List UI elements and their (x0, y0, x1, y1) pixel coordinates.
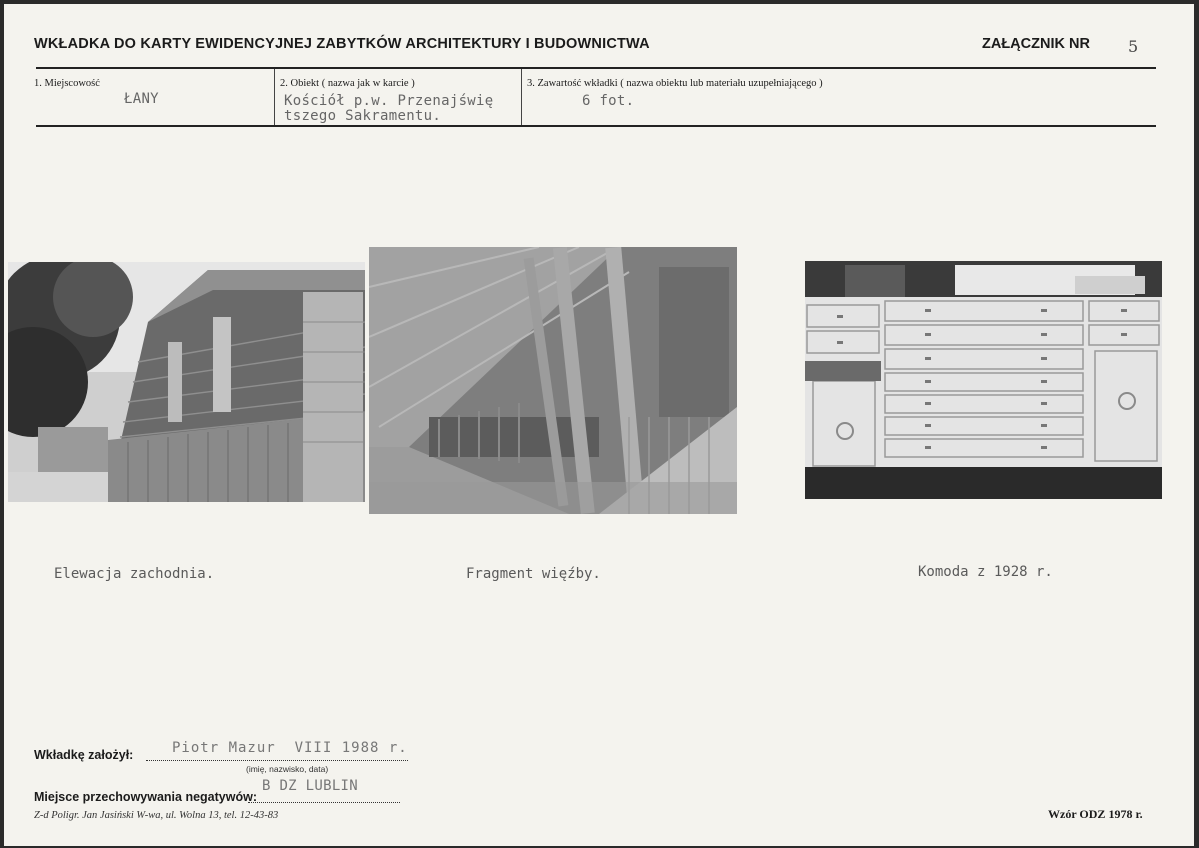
form-title: WKŁADKA DO KARTY EWIDENCYJNEJ ZABYTKÓW ARCHITEKTURY I BUDOWNICTWA (34, 36, 650, 52)
object-label: 2. Obiekt ( nazwa jak w karcie ) (280, 78, 415, 89)
object-value-line2: tszego Sakramentu. (284, 108, 442, 124)
field-divider (521, 69, 522, 125)
photo-chest-of-drawers (805, 261, 1162, 499)
photo-west-elevation (8, 262, 365, 502)
attachment-number: 5 (1128, 37, 1139, 56)
bottom-rule (36, 125, 1156, 127)
caption-photo-2: Fragment więźby. (466, 566, 601, 582)
negatives-dotline (248, 802, 400, 803)
locality-label: 1. Miejscowość (34, 78, 100, 89)
caption-photo-3: Komoda z 1928 r. (918, 564, 1053, 580)
created-by-hint: (imię, nazwisko, data) (246, 764, 329, 774)
form-model: Wzór ODZ 1978 r. (1048, 807, 1143, 821)
created-by-dotline (146, 760, 408, 761)
printer-note: Z-d Poligr. Jan Jasiński W-wa, ul. Wolna 13, tel. 12-43-83 (34, 810, 279, 821)
caption-photo-1: Elewacja zachodnia. (54, 566, 215, 582)
contents-label: 3. Zawartość wkładki ( nazwa obiektu lub materiału uzupełniającego ) (527, 78, 823, 89)
negatives-value: B DZ LUBLIN (262, 778, 359, 794)
attachment-label: ZAŁĄCZNIK NR (982, 36, 1090, 52)
photo-roof-truss (369, 247, 737, 514)
contents-value: 6 fot. (582, 93, 635, 109)
top-rule (36, 67, 1156, 69)
negatives-label: Miejsce przechowywania negatywów: (34, 790, 257, 804)
object-value-line1: Kościół p.w. Przenajświę (284, 93, 494, 109)
record-sheet (4, 4, 1194, 846)
field-divider (274, 69, 275, 125)
locality-value: ŁANY (124, 91, 159, 107)
created-by-value: Piotr Mazur VIII 1988 r. (172, 740, 408, 756)
created-by-label: Wkładkę założył: (34, 748, 134, 762)
